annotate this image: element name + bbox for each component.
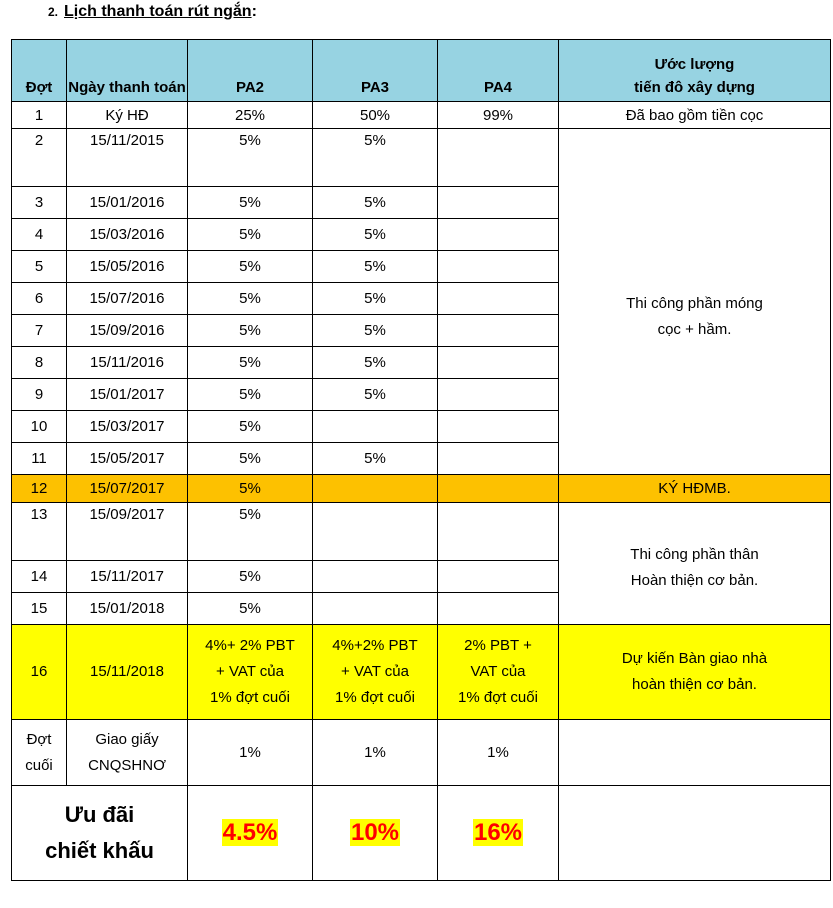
pa4-line2: VAT của [470,663,526,680]
cell-pa4 [438,593,559,625]
foundation-line1: Thi công phần móng [626,294,763,312]
cell-pa3: 5% [313,315,438,347]
cell-progress-foundation [559,129,831,475]
header-row [12,40,831,102]
header-progress-line2: tiến đô xây dựng [634,79,755,96]
cell-dot: 5 [12,251,67,283]
cell-pa2: 1% [188,720,313,786]
final-dot-line2: cuối [25,756,53,774]
cell-pa2: 5% [188,219,313,251]
discount-label-line2: chiết khấu [45,838,154,863]
header-progress-line1: Ước lượng [654,56,735,73]
cell-date: 15/11/2017 [67,561,188,593]
cell-dot: 7 [12,315,67,347]
cell-pa4 [438,411,559,443]
section-title-text: Lịch thanh toán rút ngắn [64,3,252,20]
cell-dot: 12 [12,475,67,503]
cell-pa3 [313,593,438,625]
discount-pa4: 16% [473,819,523,846]
cell-pa3: 5% [313,283,438,315]
cell-date: 15/01/2017 [67,379,188,411]
cell-pa2: 5% [188,443,313,475]
cell-date: 15/01/2018 [67,593,188,625]
cell-progress [559,720,831,786]
header-dot: Đợt [12,40,67,102]
discount-label [12,786,188,881]
cell-pa2: 5% [188,251,313,283]
cell-pa2: 5% [188,187,313,219]
cell-date: 15/01/2016 [67,187,188,219]
cell-date: 15/11/2015 [67,129,188,187]
pa2-line3: 1% đợt cuối [210,689,290,706]
table-row-handover [12,625,831,720]
cell-pa3: 5% [313,129,438,187]
cell-dot: 1 [12,102,67,129]
foundation-line2: cọc + hầm. [657,320,732,338]
table-row [12,129,831,187]
cell-discount-pa4 [438,786,559,881]
cell-discount-pa2 [188,786,313,881]
cell-pa4 [438,347,559,379]
cell-pa3 [313,503,438,561]
cell-pa3: 5% [313,219,438,251]
cell-pa2: 5% [188,503,313,561]
cell-dot: 16 [12,625,67,720]
cell-date: 15/05/2016 [67,251,188,283]
cell-dot: 10 [12,411,67,443]
cell-dot: 8 [12,347,67,379]
body-line2: Hoàn thiện cơ bản. [630,571,759,589]
cell-dot: 3 [12,187,67,219]
body-line1: Thi công phần thân [630,545,759,563]
cell-dot: 6 [12,283,67,315]
cell-pa2: 5% [188,315,313,347]
cell-date: 15/11/2016 [67,347,188,379]
cell-pa3 [313,411,438,443]
pa3-line1: 4%+2% PBT [332,637,418,654]
cell-date: 15/07/2017 [67,475,188,503]
cell-pa4 [438,561,559,593]
cell-pa3: 5% [313,251,438,283]
cell-pa4 [438,129,559,187]
cell-dot [12,720,67,786]
cell-pa2: 5% [188,561,313,593]
cell-date [67,720,188,786]
cell-pa4 [438,219,559,251]
pa3-line2: + VAT của [341,663,409,680]
cell-pa4: 1% [438,720,559,786]
cell-pa2: 5% [188,593,313,625]
cell-date: 15/09/2016 [67,315,188,347]
cell-pa2: 5% [188,347,313,379]
cell-date: 15/03/2016 [67,219,188,251]
cell-pa3: 5% [313,187,438,219]
cell-date: 15/03/2017 [67,411,188,443]
cell-pa3: 50% [313,102,438,129]
cell-pa3: 5% [313,379,438,411]
payment-schedule-table [11,39,831,881]
cell-pa2: 5% [188,411,313,443]
pa2-line1: 4%+ 2% PBT [205,637,295,654]
cell-pa3: 5% [313,347,438,379]
cell-pa4 [438,315,559,347]
cell-pa4 [438,251,559,283]
header-pa4: PA4 [438,40,559,102]
cell-dot: 2 [12,129,67,187]
cell-pa3 [313,475,438,503]
cell-progress: Đã bao gồm tiền cọc [559,102,831,129]
cell-pa3 [313,625,438,720]
cell-dot: 13 [12,503,67,561]
cell-date: 15/05/2017 [67,443,188,475]
cell-pa4 [438,187,559,219]
pa4-line3: 1% đợt cuối [458,689,538,706]
table-row-final [12,720,831,786]
table-row-discount [12,786,831,881]
table-row-highlight [12,475,831,503]
cell-progress-body [559,503,831,625]
section-colon: : [251,3,257,20]
cell-dot: 4 [12,219,67,251]
cell-pa4 [438,443,559,475]
section-title [48,3,257,21]
cell-dot: 14 [12,561,67,593]
header-date: Ngày thanh toán [67,40,188,102]
cell-pa4 [438,625,559,720]
cell-date: 15/09/2017 [67,503,188,561]
cell-pa4 [438,379,559,411]
cell-dot: 11 [12,443,67,475]
cell-dot: 15 [12,593,67,625]
cell-pa4: 99% [438,102,559,129]
section-number: 2. [48,5,59,19]
cell-pa4 [438,475,559,503]
handover-line2: hoàn thiện cơ bản. [632,676,757,693]
handover-line1: Dự kiến Bàn giao nhà [621,650,768,667]
cell-discount-progress [559,786,831,881]
table-row [12,503,831,561]
cell-pa2: 5% [188,283,313,315]
cell-discount-pa3 [313,786,438,881]
header-pa2: PA2 [188,40,313,102]
cell-date: 15/07/2016 [67,283,188,315]
discount-pa3: 10% [350,819,400,846]
cell-dot: 9 [12,379,67,411]
discount-label-line1: Ưu đãi [64,802,135,827]
cell-pa3: 5% [313,443,438,475]
cell-pa2: 5% [188,379,313,411]
cell-date: 15/11/2018 [67,625,188,720]
final-dot-line1: Đợt [26,730,52,748]
table-row [12,102,831,129]
header-progress [559,40,831,102]
discount-pa2: 4.5% [222,819,278,846]
cell-progress [559,625,831,720]
cell-pa2 [188,625,313,720]
cell-pa2: 25% [188,102,313,129]
cell-pa2: 5% [188,129,313,187]
cell-pa2: 5% [188,475,313,503]
cell-pa3 [313,561,438,593]
pa4-line1: 2% PBT + [464,637,532,654]
final-date-line1: Giao giấy [95,730,159,748]
cell-pa3: 1% [313,720,438,786]
final-date-line2: CNQSHNƠ [88,756,166,774]
pa3-line3: 1% đợt cuối [335,689,415,706]
cell-pa4 [438,283,559,315]
cell-progress: KÝ HĐMB. [559,475,831,503]
pa2-line2: + VAT của [216,663,284,680]
cell-date: Ký HĐ [67,102,188,129]
cell-pa4 [438,503,559,561]
header-pa3: PA3 [313,40,438,102]
